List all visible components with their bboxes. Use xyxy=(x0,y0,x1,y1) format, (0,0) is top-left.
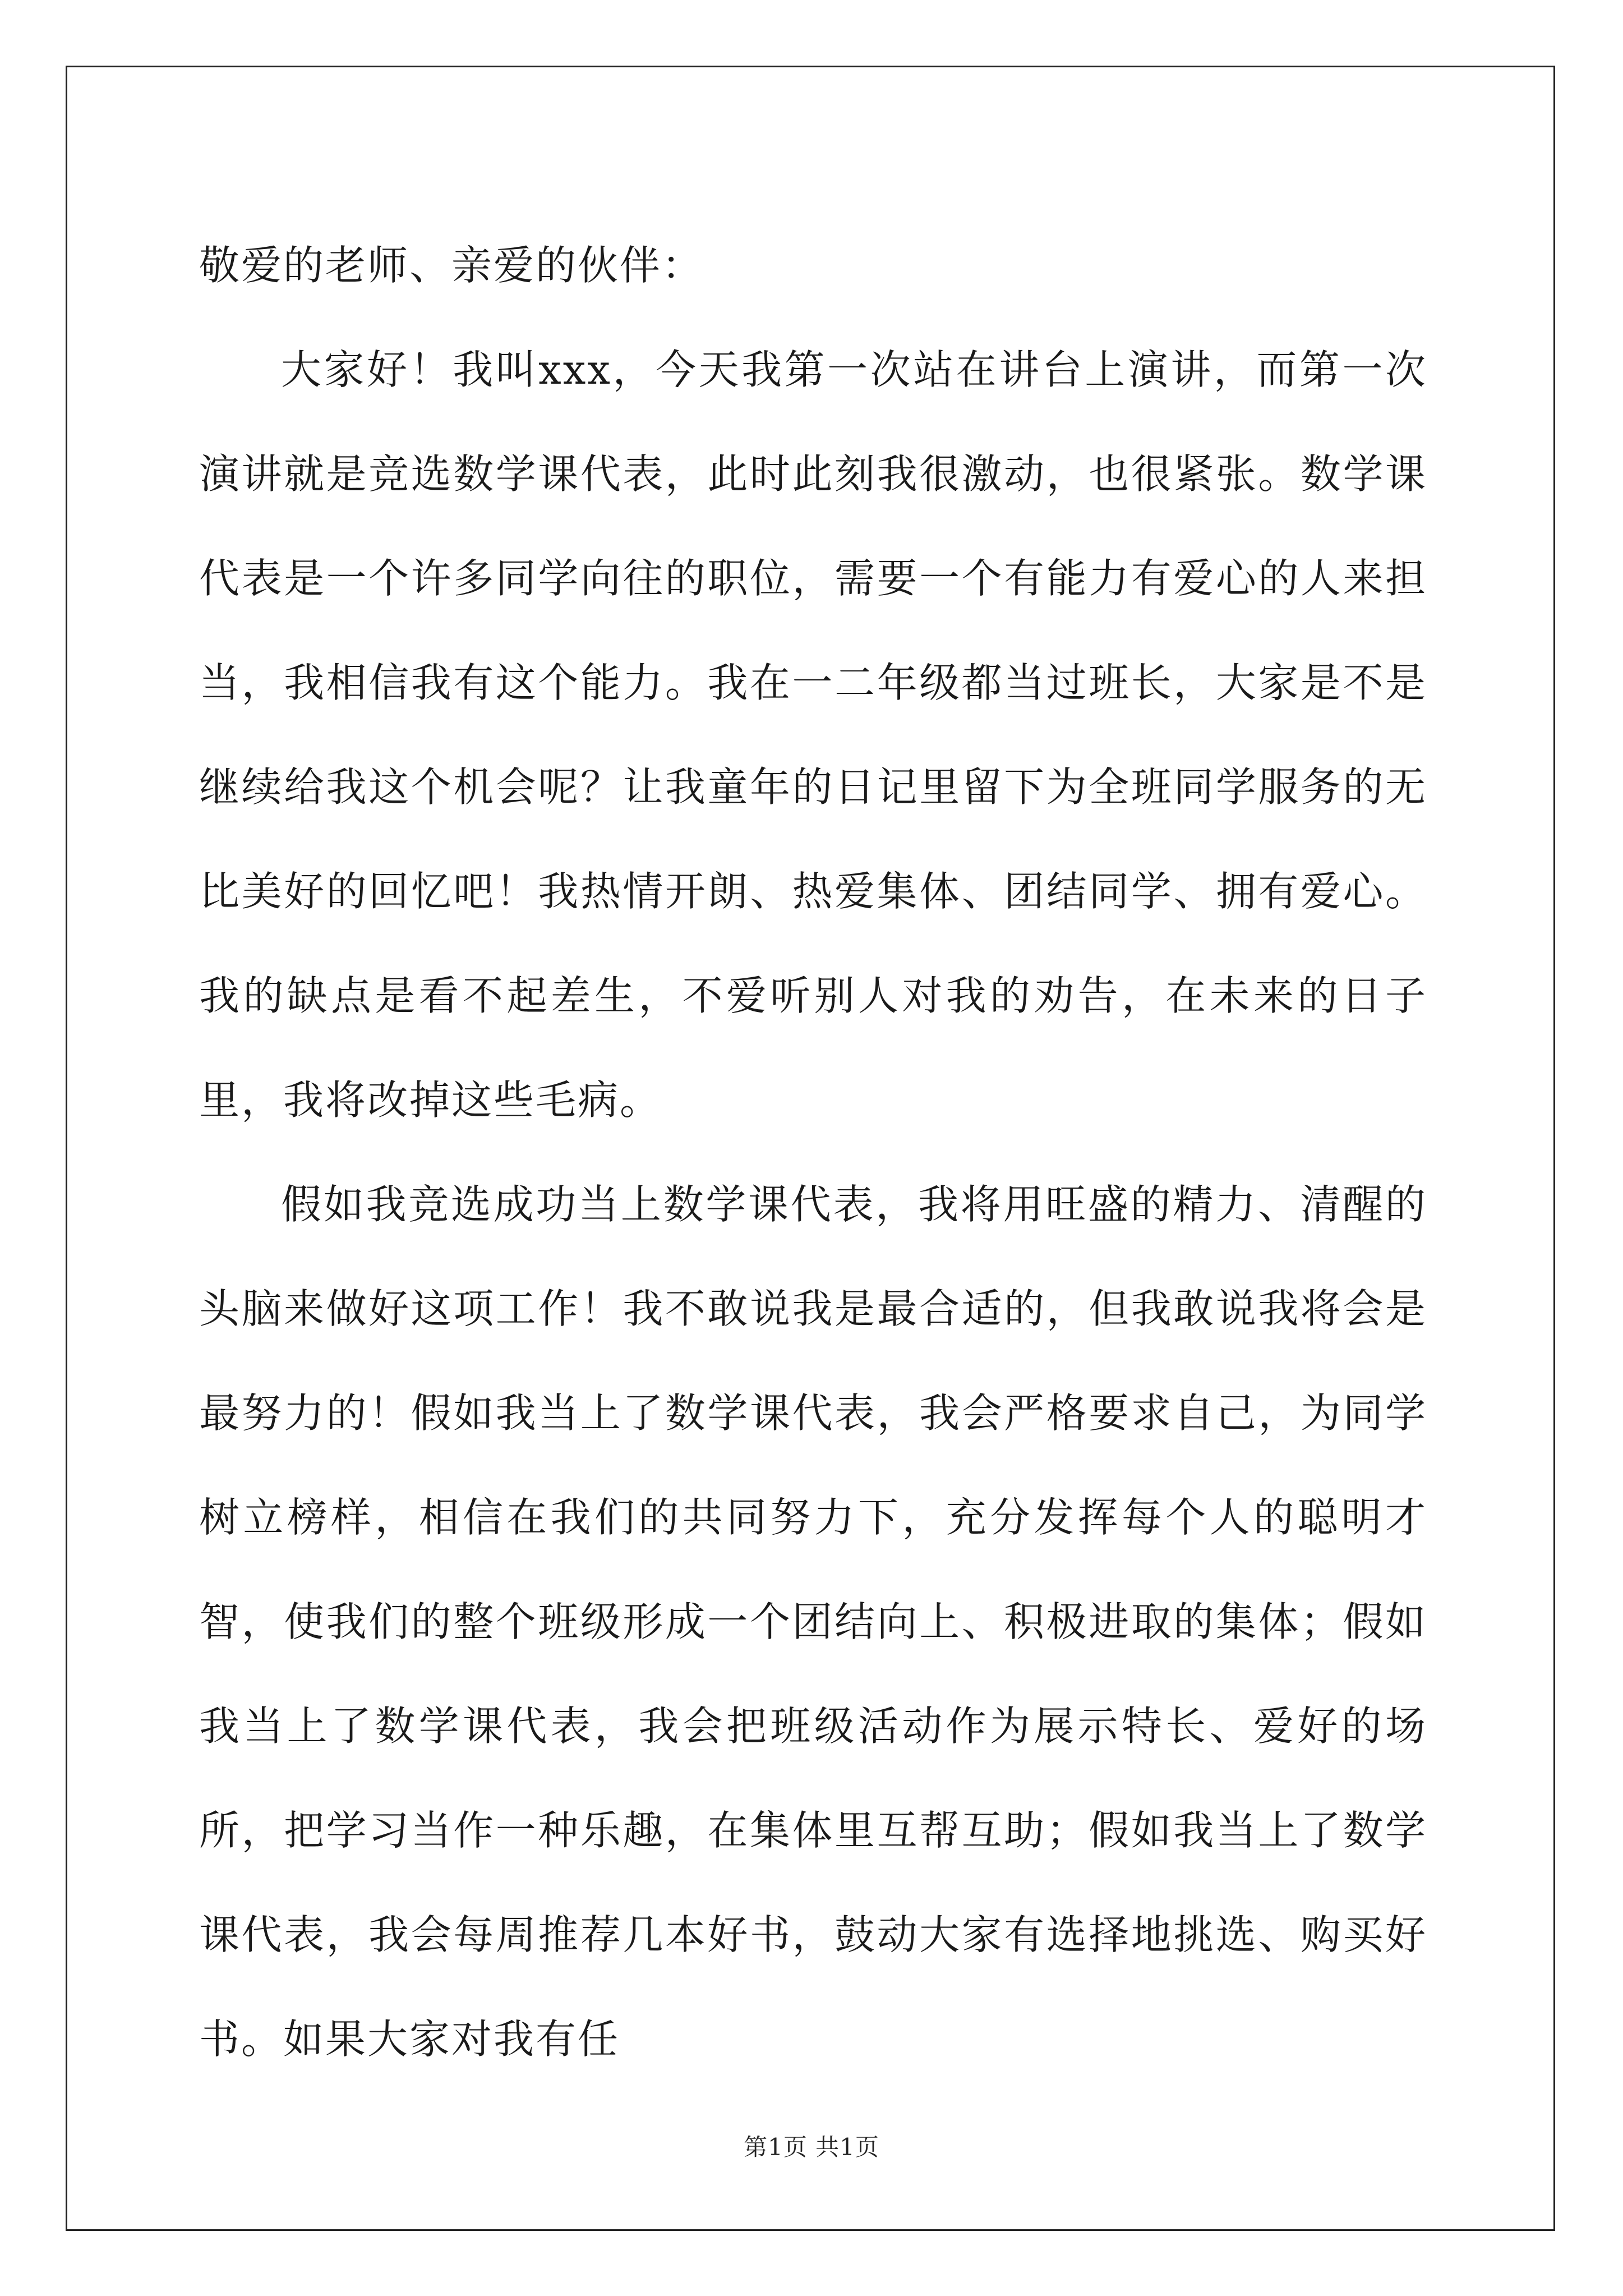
paragraph-1: 大家好！我叫xxx，今天我第一次站在讲台上演讲，而第一次演讲就是竞选数学课代表，此时此刻我很激动，也很紧张。数学课代表是一个许多同学向往的职位，需要一个有能力有爱心的人来担当，我相信我有这个能力。我在一二年级都当过班长，大家是不是继续给我这个机会呢？让我童年的日记里留下为全班同学服务的无比美好的回忆吧！我热情开朗、热爱集体、团结同学、拥有爱心。我的缺点是看不起差生，不爱听别人对我的劝告，在未来的日子里，我将改掉这些毛病。 xyxy=(199,346,1427,1124)
paragraph-2: 假如我竞选成功当上数学课代表，我将用旺盛的精力、清醒的头脑来做好这项工作！我不敢说我是最合适的，但我敢说我将会是最努力的！假如我当上了数学课代表，我会严格要求自己，为同学树立榜样，相信在我们的共同努力下，充分发挥每个人的聪明才智，使我们的整个班级形成一个团结向上、积极进取的集体；假如我当上了数学课代表，我会把班级活动作为展示特长、爱好的场所，把学习当作一种乐趣，在集体里互帮互助；假如我当上了数学课代表，我会每周推荐几本好书，鼓动大家有选择地挑选、购买好书。如果大家对我有任 xyxy=(199,1181,1427,2063)
document-body xyxy=(199,213,1427,2091)
salutation: 敬爱的老师、亲爱的伙伴： xyxy=(199,242,704,289)
page-number-footer: 第1页 共1页 xyxy=(744,2133,879,2161)
